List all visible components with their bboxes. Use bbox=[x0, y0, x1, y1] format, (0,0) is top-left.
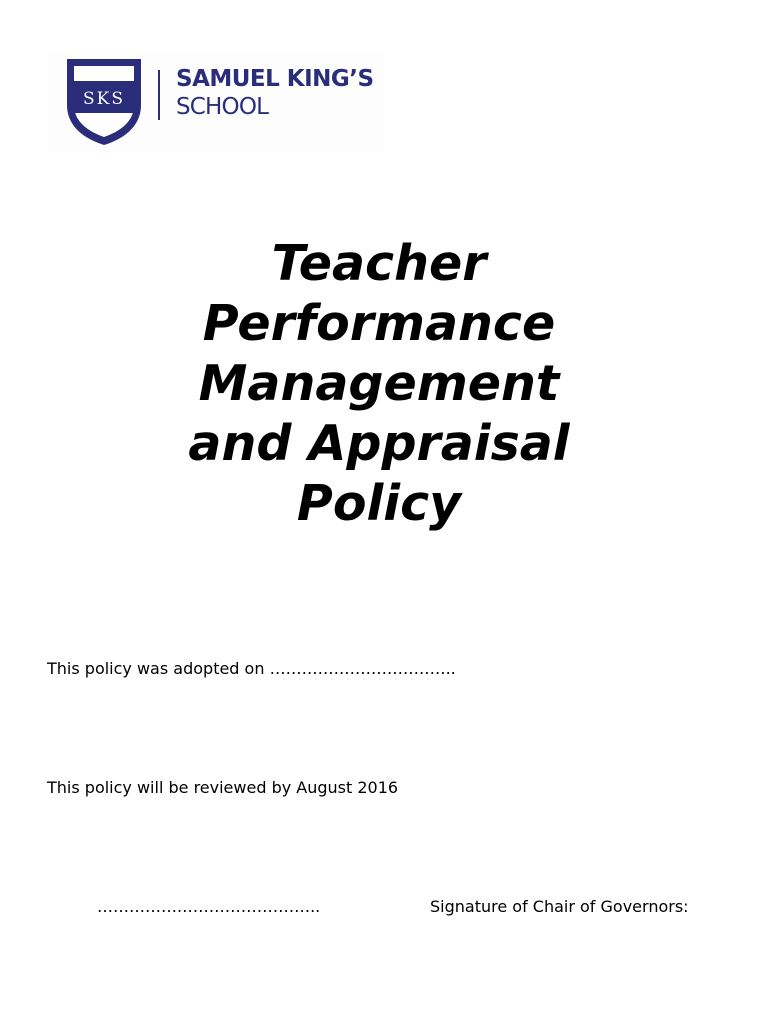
signature-dots: …………….…………………….. bbox=[97, 897, 321, 916]
logo-divider bbox=[158, 70, 160, 120]
title-line: Policy bbox=[296, 475, 462, 532]
school-logo bbox=[48, 52, 384, 152]
document-title bbox=[0, 234, 768, 534]
title-line: Management bbox=[198, 355, 560, 412]
title-line: and Appraisal bbox=[188, 415, 570, 472]
adopted-line: This policy was adopted on …………………………….. bbox=[47, 659, 456, 678]
shield-crest-icon bbox=[65, 57, 143, 147]
title-line: Performance bbox=[202, 295, 556, 352]
signature-label: Signature of Chair of Governors: bbox=[430, 897, 689, 916]
title-line: Teacher bbox=[271, 235, 487, 292]
review-line: This policy will be reviewed by August 2016 bbox=[47, 778, 399, 797]
school-name: SAMUEL KING’S bbox=[176, 66, 374, 92]
school-name-line2: SCHOOL bbox=[176, 94, 269, 120]
svg-text:SKS: SKS bbox=[83, 89, 125, 109]
